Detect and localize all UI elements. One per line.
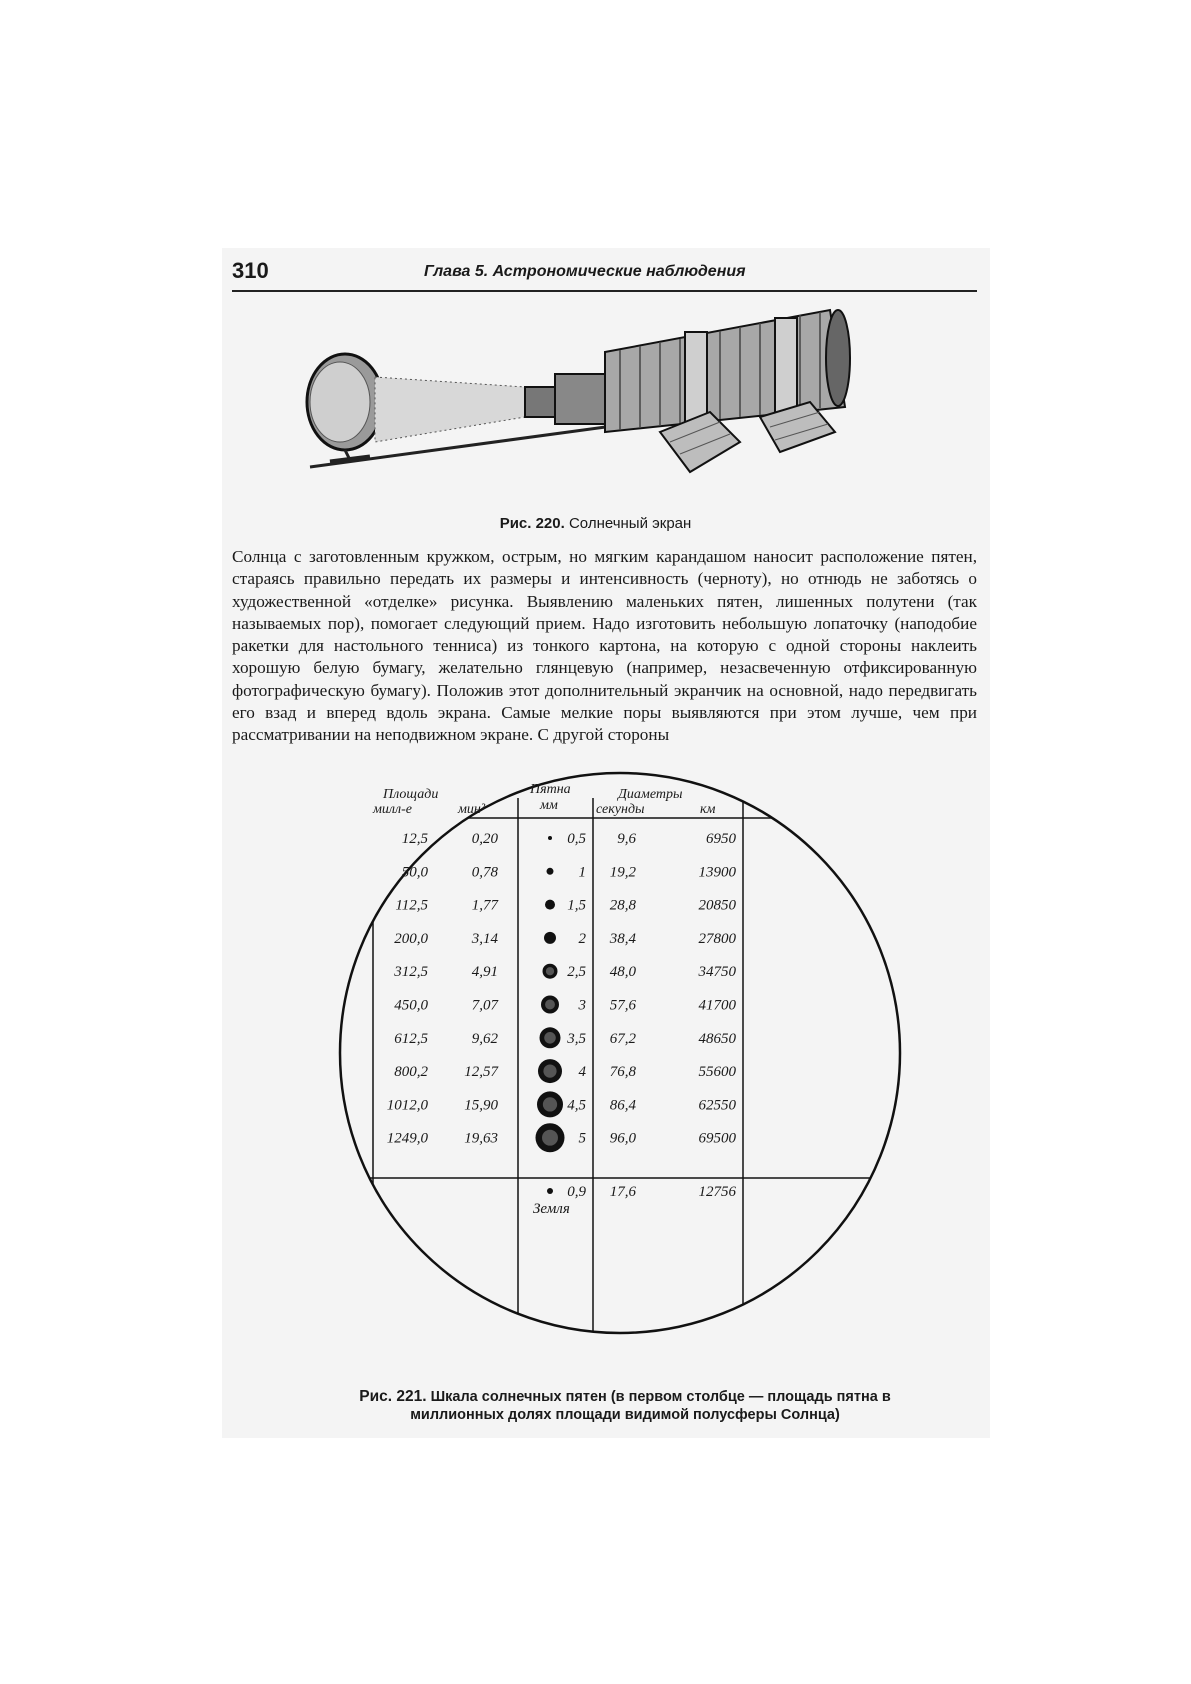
area-mill-value: 112,5 bbox=[395, 897, 428, 914]
diameter-km-value: 48650 bbox=[698, 1030, 736, 1047]
figure-221-label: Рис. 221. bbox=[359, 1388, 427, 1405]
diameter-seconds-value: 19,2 bbox=[609, 864, 636, 881]
sunspot-umbra bbox=[543, 1065, 556, 1078]
sunspot-scale-figure bbox=[318, 782, 922, 1388]
sunspot-umbra bbox=[546, 967, 554, 975]
area-min-value: 3,14 bbox=[471, 930, 498, 947]
earth-km-value: 12756 bbox=[698, 1184, 736, 1200]
diameter-seconds-value: 57,6 bbox=[609, 997, 636, 1014]
area-min-value: 0,78 bbox=[471, 864, 498, 881]
page-number: 310 bbox=[232, 258, 269, 283]
diameter-km-value: 13900 bbox=[698, 864, 736, 881]
body-paragraph: Солнца с заготовленным кружком, острым, но мягким карандашом наносит расположение пятен, стараясь правильно передать их размеры и интенсивность (черноту), но отнюдь не заботясь о художественной «отделке» рисунка. Выявлению маленьких пятен, лишенных полутени (так называемых пор), помогает следующий прием. Надо изготовить небольшую лопаточку (наподобие ракетки для настольного тенниса) из тонкого картона, на которую с одной стороны наклеить хорошую белую бумагу, желательно глянцевую (например, незасвеченную отфиксированную фотографическую бумагу). Положив этот дополнительный экранчик на основной, надо передвигать его взад и вперед вдоль экрана. Самые мелкие поры выявляются при этом лучше, чем при рассматривании на неподвижном экране. С другой стороны bbox=[232, 547, 977, 745]
diameter-seconds-value: 28,8 bbox=[609, 897, 636, 914]
area-min-value: 19,63 bbox=[464, 1130, 498, 1147]
spot-mm-value: 1 bbox=[578, 864, 586, 881]
area-mill-value: 312,5 bbox=[394, 964, 428, 981]
diameter-km-value: 20850 bbox=[698, 897, 736, 914]
diameter-km-value: 55600 bbox=[698, 1064, 736, 1081]
sunspot-umbra bbox=[544, 1032, 556, 1044]
area-mill-value: 612,5 bbox=[394, 1030, 428, 1047]
spot-mm-value: 5 bbox=[578, 1130, 586, 1147]
sunspot-mark bbox=[545, 900, 555, 910]
spot-mm-value: 4 bbox=[578, 1064, 586, 1081]
sunspot-mark bbox=[548, 836, 552, 840]
sunspot-mark bbox=[544, 932, 556, 944]
diameter-seconds-value: 96,0 bbox=[609, 1130, 636, 1147]
spot-mm-value: 3,5 bbox=[567, 1030, 586, 1047]
earth-mark bbox=[547, 1188, 553, 1194]
area-min-value: 0,20 bbox=[471, 831, 498, 847]
header-spots-mm: мм bbox=[540, 798, 558, 813]
header-area: Площади bbox=[383, 787, 439, 802]
figure-220-caption-text: Солнечный экран bbox=[568, 515, 692, 532]
spot-mm-value: 3 bbox=[578, 997, 586, 1014]
page-header bbox=[232, 258, 977, 292]
area-mill-value: 800,2 bbox=[394, 1064, 428, 1081]
sunspot-umbra bbox=[545, 1000, 555, 1010]
sunspot-umbra bbox=[542, 1130, 558, 1146]
spot-mm-value: 1,5 bbox=[567, 897, 586, 914]
area-mill-value: 1012,0 bbox=[386, 1097, 428, 1114]
area-min-value: 12,57 bbox=[464, 1064, 498, 1081]
area-mill-value: 200,0 bbox=[394, 930, 428, 947]
diameter-km-value: 62550 bbox=[698, 1097, 736, 1114]
figure-220-label: Рис. 220. bbox=[499, 515, 565, 532]
diameter-km-value: 27800 bbox=[698, 930, 736, 947]
chapter-title: Глава 5. Астрономические наблюдения bbox=[424, 263, 746, 280]
header-spots: Пятна bbox=[530, 782, 571, 797]
area-min-value: 7,07 bbox=[471, 997, 498, 1014]
sunspot-mark bbox=[547, 868, 554, 875]
header-diam-km: км bbox=[700, 802, 716, 817]
figure-221-caption-text: Шкала солнечных пятен (в первом столбце — площадь пятна в миллионных долях площади видимой полусферы Солнца) bbox=[410, 1389, 891, 1423]
earth-seconds-value: 17,6 bbox=[609, 1184, 636, 1200]
area-mill-value: 12,5 bbox=[401, 831, 428, 847]
area-min-value: 15,90 bbox=[464, 1097, 498, 1114]
diameter-seconds-value: 86,4 bbox=[609, 1097, 636, 1114]
spot-mm-value: 4,5 bbox=[567, 1097, 586, 1114]
header-area-min: мин² bbox=[458, 802, 486, 817]
header-diam-sec: секунды bbox=[596, 802, 645, 817]
area-min-value: 1,77 bbox=[471, 897, 498, 914]
diameter-km-value: 34750 bbox=[698, 964, 736, 981]
header-diameters: Диаметры bbox=[618, 787, 683, 802]
area-min-value: 4,91 bbox=[471, 964, 498, 981]
earth-mm-value: 0,9 bbox=[567, 1184, 586, 1200]
diameter-km-value: 69500 bbox=[698, 1130, 736, 1147]
area-min-value: 9,62 bbox=[471, 1030, 498, 1047]
diameter-seconds-value: 48,0 bbox=[609, 964, 636, 981]
sunspot-scale-circle bbox=[340, 773, 900, 1333]
diameter-seconds-value: 67,2 bbox=[609, 1030, 636, 1047]
diameter-km-value: 41700 bbox=[698, 997, 736, 1014]
spot-mm-value: 2,5 bbox=[567, 964, 586, 981]
header-area-mill: милл-е bbox=[373, 802, 413, 817]
diameter-seconds-value: 38,4 bbox=[609, 930, 636, 947]
spot-mm-value: 2 bbox=[578, 930, 586, 947]
sunspot-umbra bbox=[543, 1097, 557, 1111]
earth-label: Земля bbox=[533, 1201, 570, 1217]
diameter-seconds-value: 9,6 bbox=[617, 831, 636, 847]
area-mill-value: 1249,0 bbox=[386, 1130, 428, 1147]
spot-mm-value: 0,5 bbox=[567, 831, 586, 847]
solar-screen-illustration bbox=[290, 292, 910, 512]
figure-220-caption bbox=[0, 515, 1191, 532]
diameter-km-value: 6950 bbox=[706, 831, 736, 847]
figure-221-caption bbox=[345, 1388, 905, 1424]
diameter-seconds-value: 76,8 bbox=[609, 1064, 636, 1081]
area-mill-value: 50,0 bbox=[401, 864, 428, 881]
area-mill-value: 450,0 bbox=[394, 997, 428, 1014]
